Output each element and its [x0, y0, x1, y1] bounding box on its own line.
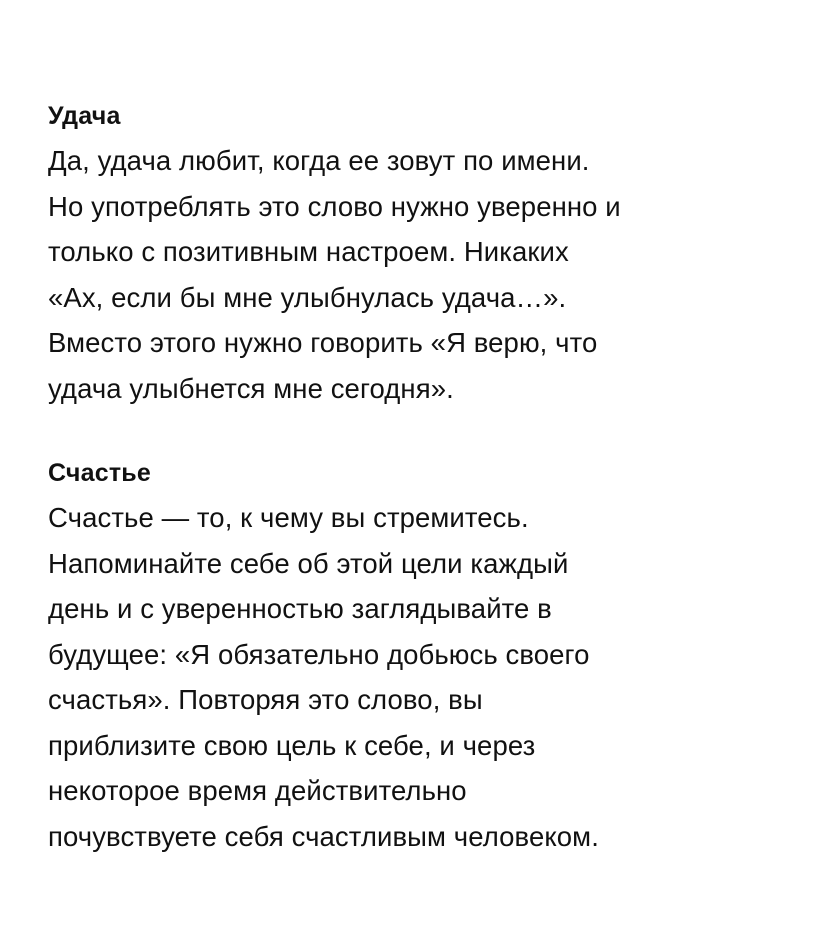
paragraph-line: Вместо этого нужно говорить «Я верю, что: [48, 327, 598, 358]
document-page: [48, 96, 808, 859]
paragraph-line: «Ах, если бы мне улыбнулась удача…».: [48, 281, 567, 313]
paragraph-line: некоторое время действительно: [48, 775, 467, 806]
section-happiness: [48, 453, 808, 859]
paragraph-line: Напоминайте себе об этой цели каждый: [48, 547, 569, 579]
section-heading: Удача: [48, 102, 121, 130]
paragraph-line: Счастье — то, к чему вы стремитесь.: [48, 502, 529, 533]
paragraph-line: удача улыбнется мне сегодня».: [48, 372, 454, 404]
paragraph-line: Да, удача любит, когда ее зовут по имени.: [48, 145, 590, 176]
paragraph-line: будущее: «Я обязательно добьюсь своего: [48, 638, 590, 670]
paragraph-line: счастья». Повторяя это слово, вы: [48, 684, 483, 715]
paragraph-line: день и с уверенностью заглядывайте в: [48, 593, 552, 624]
section-luck: [48, 96, 808, 411]
paragraph-line: Но употреблять это слово нужно уверенно и: [48, 190, 621, 222]
paragraph-line: почувствуете себя счастливым человеком.: [48, 820, 599, 852]
section-heading: Счастье: [48, 459, 151, 487]
paragraph-line: только с позитивным настроем. Никаких: [48, 236, 569, 267]
paragraph-line: приблизите свою цель к себе, и через: [48, 729, 536, 761]
